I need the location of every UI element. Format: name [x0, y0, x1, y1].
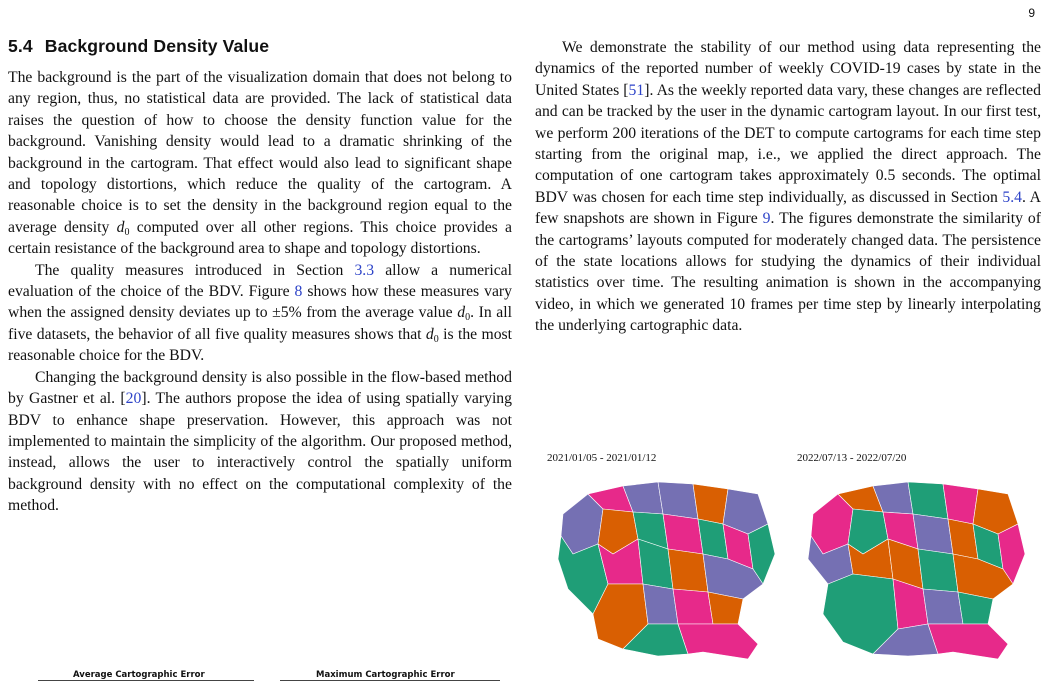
text-run: The quality measures introduced in Section: [35, 261, 355, 279]
math-subscript: 0: [465, 312, 471, 324]
figure-ref-link[interactable]: 9: [762, 210, 771, 228]
math-var: d: [457, 304, 466, 322]
chart-title-maximum-error: Maximum Cartographic Error: [316, 670, 455, 680]
state-region: [908, 482, 948, 519]
text-run: . A few snapshots are shown in Figure: [535, 188, 1041, 228]
text-run: allow a numerical evaluation of the choice of the BDV. Figure: [8, 261, 512, 301]
cartogram-regions: [808, 482, 1025, 659]
snapshot-label-1: 2021/01/05 - 2021/01/12: [547, 452, 657, 464]
state-region: [928, 624, 1008, 659]
state-region: [943, 484, 978, 524]
figure-ref-link[interactable]: 8: [294, 283, 303, 301]
text-run: . In all five datasets, the behavior of all five quality measures shows that: [8, 304, 512, 343]
text-run: computed over all other regions. This choice provides a certain resistance of the background area to shape and topology distortions.: [8, 218, 512, 258]
chart-title-average-error: Average Cartographic Error: [73, 670, 205, 680]
snapshot-label-2: 2022/07/13 - 2022/07/20: [797, 452, 907, 464]
math-var: d: [425, 325, 434, 343]
left-column: [8, 36, 512, 517]
section-heading: [8, 36, 512, 57]
chart-axis-line: [38, 680, 254, 681]
citation-link[interactable]: 51: [628, 81, 645, 99]
paragraph-quality-measures: [8, 260, 512, 367]
figure-8-chart-headers: [0, 664, 520, 682]
state-region: [918, 549, 958, 592]
cartogram-map-1: [553, 474, 778, 660]
text-run: ]. As the weekly reported data vary, these changes are reflected and can be tracked by the user in the dynamic cartogram layout. In our first test, we perform 200 iterations of the DET to compute cartograms for each time step starting from the original map, i.e., we applied the direct approach. The computation of one cartogram takes approximately 0.5 seconds. The optimal BDV was chosen for each time step individually, as discussed in Section: [535, 81, 1041, 206]
state-region: [693, 484, 728, 524]
figure-cartogram-snapshots: [535, 452, 1041, 662]
paragraph-flow-based-method: [8, 367, 512, 517]
section-number: 5.4: [8, 36, 33, 56]
state-region: [668, 549, 708, 592]
state-region: [923, 589, 963, 624]
text-run: ]. The authors propose the idea of using spatially varying BDV to enhance shape preservation. However, this approach was not implemented to maintain the simplicity of the algorithm. Our proposed method, instead, allows the user to interactively control the spatially uniform background density with no effect on the computational complexity of the method.: [8, 390, 512, 515]
state-region: [663, 514, 703, 554]
page-number: 9: [1028, 6, 1035, 20]
state-region: [658, 482, 698, 519]
math-var: d: [116, 218, 125, 236]
text-run: . The figures demonstrate the similarity of the cartograms’ layouts computed for moderately changed data. The persistence of the state locations allows for studying the dynamics of their individual statistics over time. The resulting animation is shown in the accompanying video, in which we generated 10 frames per time step by linearly interpolating the underlying cartographic data.: [535, 210, 1041, 335]
text-run: We demonstrate the stability of our method using data representing the dynamics of the reported number of weekly COVID-19 cases by state in the United States [: [535, 39, 1041, 99]
text-run: shows how these measures vary when the assigned density deviates up to ±5% from the average value: [8, 283, 512, 322]
cartogram-map-2: [803, 474, 1028, 660]
cartogram-regions: [558, 482, 775, 659]
state-region: [678, 624, 758, 659]
section-ref-link[interactable]: 5.4: [1002, 188, 1022, 206]
section-ref-link[interactable]: 3.3: [354, 261, 375, 279]
citation-link[interactable]: 20: [125, 390, 142, 408]
math-subscript: 0: [124, 226, 130, 238]
state-region: [913, 514, 953, 554]
text-run: is the most reasonable choice for the BDV.: [8, 325, 513, 365]
text-run: The background is the part of the visualization domain that does not belong to any region, thus, no statistical data are provided. The lack of statistical data raises the question of how to choose the density function value for the background. Vanishing density would lead to a dramatic shrinking of the background in the cartogram. That effect would also lead to significant shape and topology distortions, which reduce the quality of the cartogram. A reasonable choice is to set the density in the background region equal to the average density: [8, 69, 512, 236]
state-region: [643, 584, 678, 624]
paragraph-background-definition: [8, 67, 512, 260]
paragraph-covid-stability: [535, 37, 1041, 337]
text-run: Changing the background density is also possible in the flow-based method by Gastner et al. [: [8, 368, 512, 408]
state-region: [673, 589, 713, 624]
math-subscript: 0: [433, 333, 439, 345]
chart-axis-line: [280, 680, 500, 681]
section-title: Background Density Value: [44, 36, 270, 56]
right-column: [535, 37, 1041, 337]
